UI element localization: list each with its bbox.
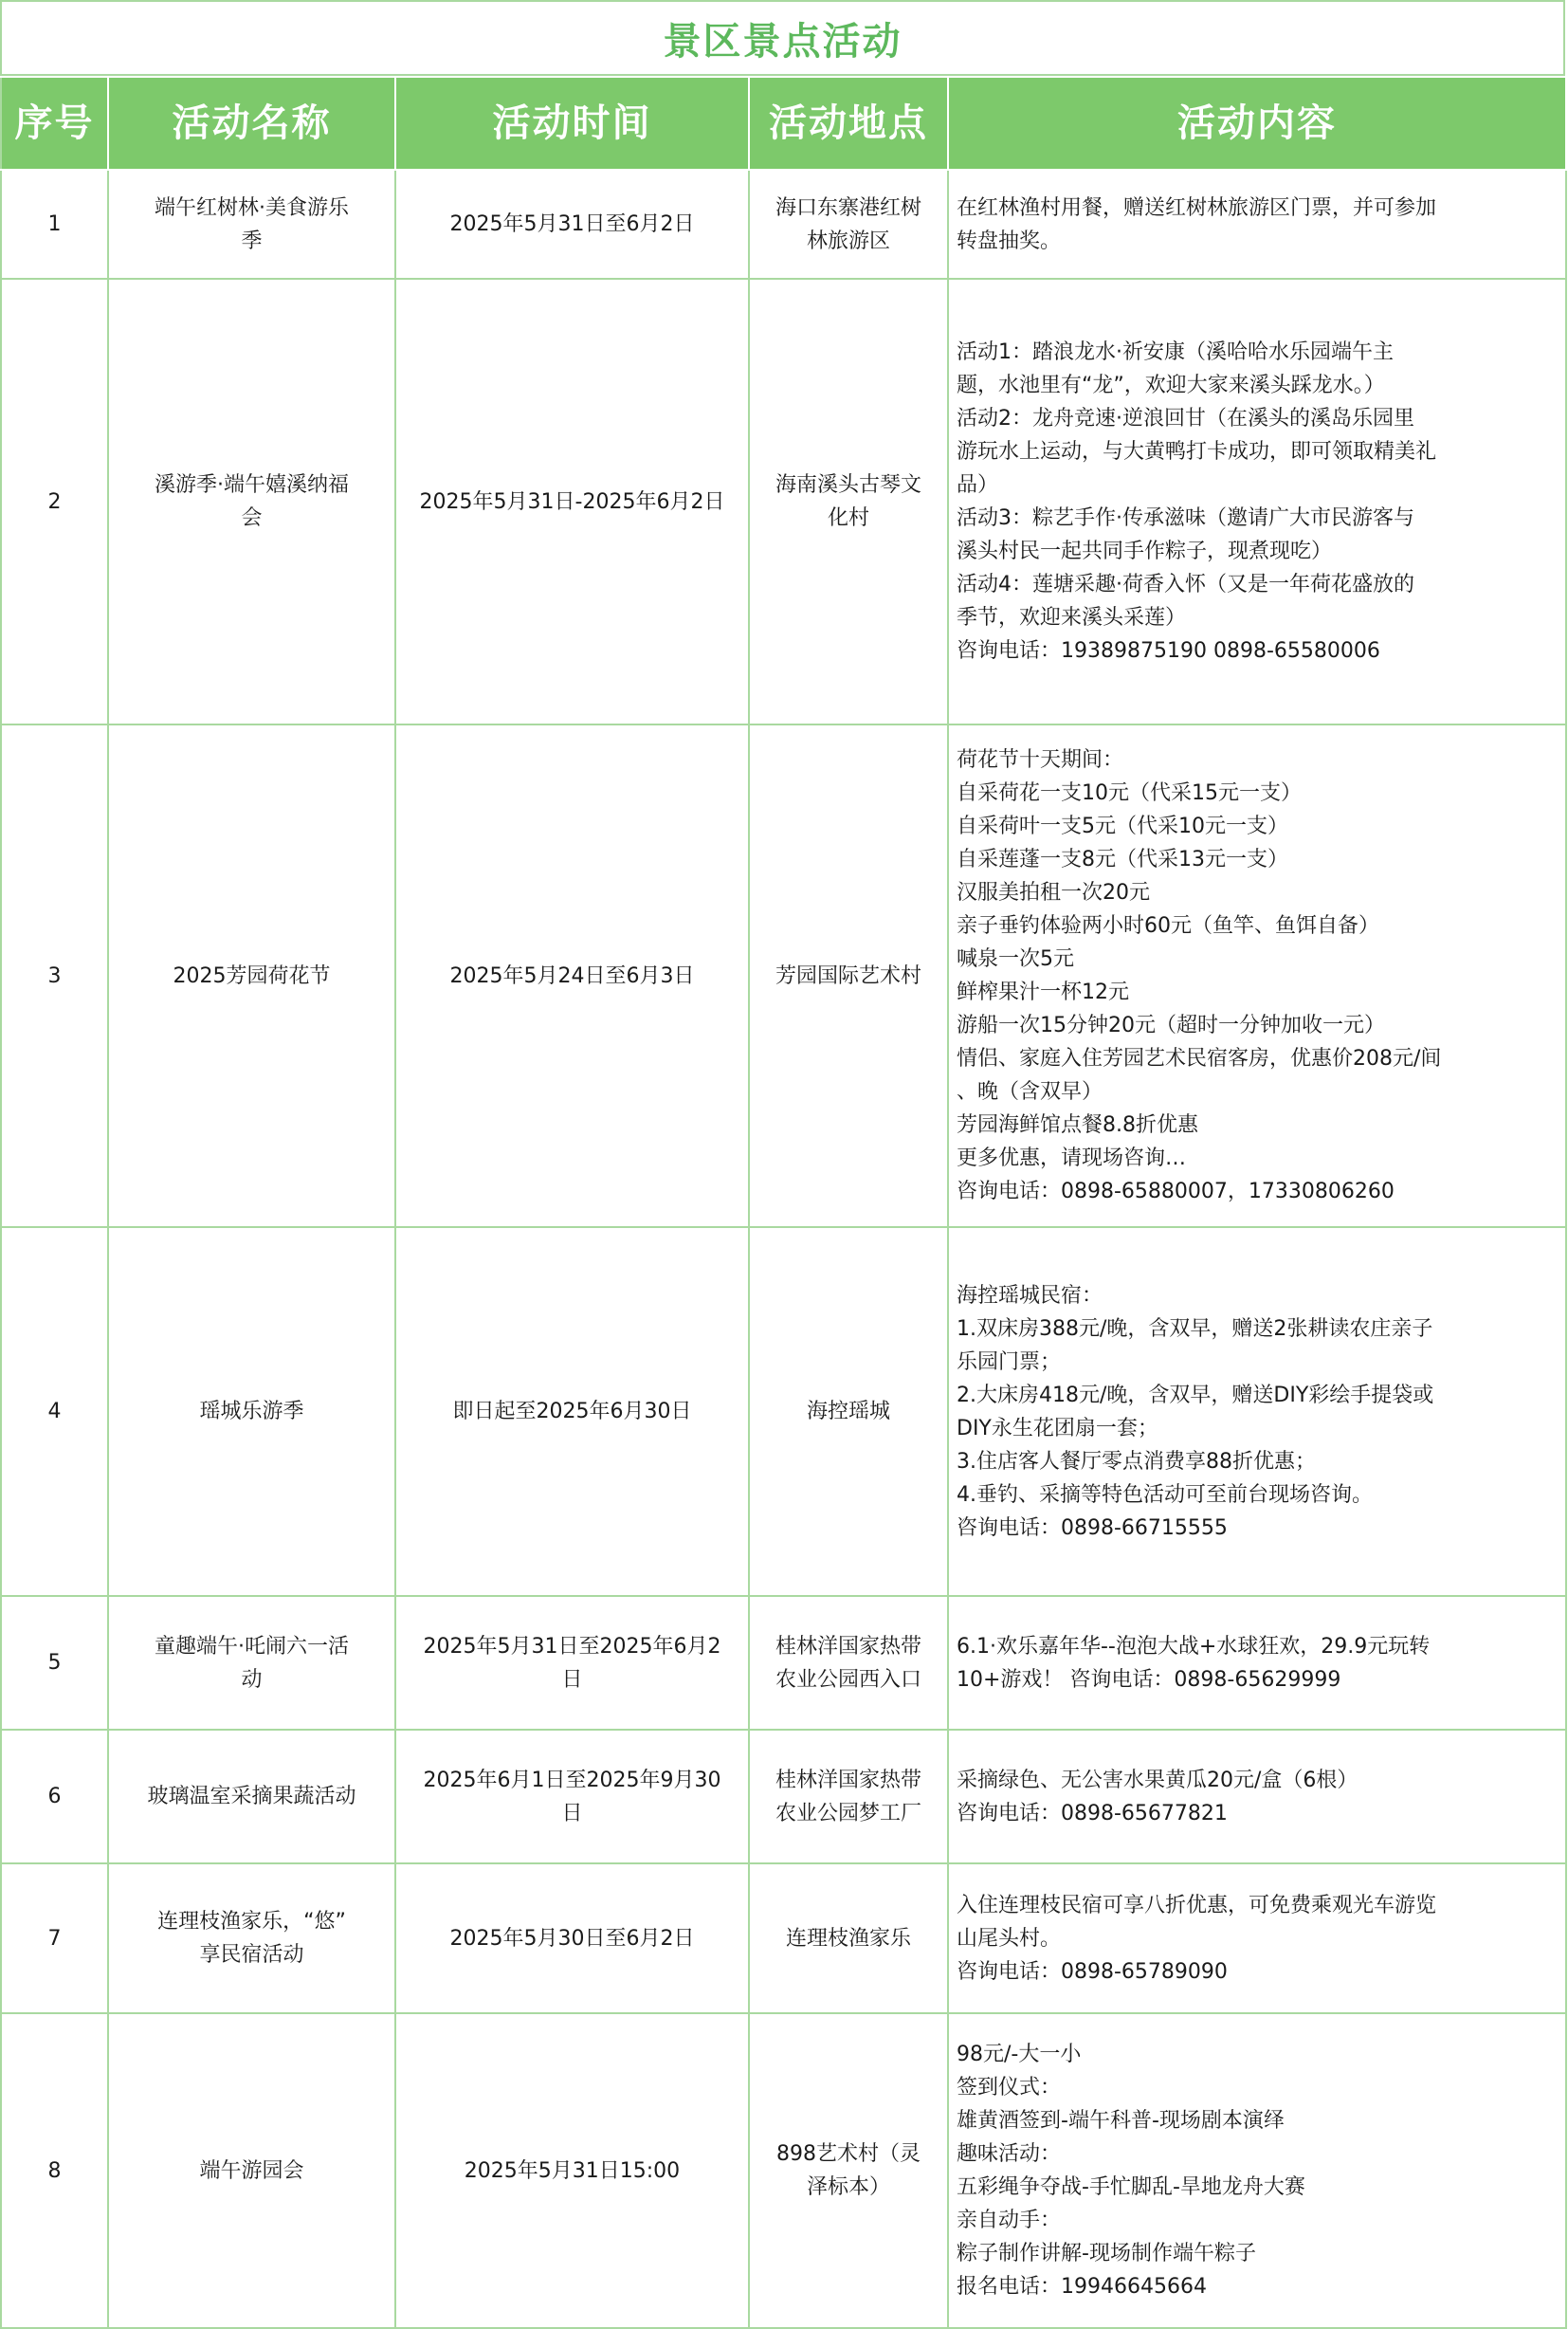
- activity-table: [0, 76, 1567, 2329]
- header-name: 活动名称: [108, 77, 395, 170]
- table-row: [1, 279, 1566, 724]
- cell-time: 2025年5月31日至6月2日: [395, 170, 749, 279]
- table-row: [1, 1596, 1566, 1730]
- header-time: 活动时间: [395, 77, 749, 170]
- table-row: [1, 1730, 1566, 1863]
- cell-place: 海南溪头古琴文 化村: [749, 279, 948, 724]
- sheet-title: 景区景点活动: [663, 19, 903, 64]
- cell-content: 入住连理枝民宿可享八折优惠，可免费乘观光车游览 山尾头村。 咨询电话：0898-65789090: [948, 1863, 1566, 2013]
- cell-no: 5: [1, 1596, 108, 1730]
- cell-place: 芳园国际艺术村: [749, 724, 948, 1227]
- cell-content: 海控瑶城民宿： 1.双床房388元/晚，含双早，赠送2张耕读农庄亲子 乐园门票； 2.大床房418元/晚，含双早，赠送DIY彩绘手提袋或 DIY永生花团扇一套； 3.住店客人餐厅零点消费享88折优惠； 4.垂钓、采摘等特色活动可至前台现场咨询。 咨询电话：0898-66715555: [948, 1227, 1566, 1596]
- cell-no: 8: [1, 2013, 108, 2328]
- cell-content: 98元/-大一小 签到仪式： 雄黄酒签到-端午科普-现场剧本演绎 趣味活动： 五彩绳争夺战-手忙脚乱-旱地龙舟大赛 亲自动手： 粽子制作讲解-现场制作端午粽子 报名电话：19946645664: [948, 2013, 1566, 2328]
- cell-no: 1: [1, 170, 108, 279]
- table-row: [1, 724, 1566, 1227]
- cell-place: 桂林洋国家热带 农业公园西入口: [749, 1596, 948, 1730]
- cell-name: 童趣端午·吒闹六一活 动: [108, 1596, 395, 1730]
- cell-no: 2: [1, 279, 108, 724]
- table-row: [1, 2013, 1566, 2328]
- cell-time: 2025年5月31日至2025年6月2 日: [395, 1596, 749, 1730]
- cell-place: 连理枝渔家乐: [749, 1863, 948, 2013]
- cell-name: 端午红树林·美食游乐 季: [108, 170, 395, 279]
- cell-time: 2025年5月30日至6月2日: [395, 1863, 749, 2013]
- cell-time: 2025年5月31日-2025年6月2日: [395, 279, 749, 724]
- cell-content: 荷花节十天期间： 自采荷花一支10元（代采15元一支） 自采荷叶一支5元（代采10元一支） 自采莲蓬一支8元（代采13元一支） 汉服美拍租一次20元 亲子垂钓体验两小时60元（鱼竿、鱼饵自备） 喊泉一次5元 鲜榨果汁一杯12元 游船一次15分钟20元（超时一分钟加收一元） 情侣、家庭入住芳园艺术民宿客房，优惠价208元/间 、晚（含双早） 芳园海鲜馆点餐8.8折优惠 更多优惠，请现场咨询… 咨询电话：0898-65880007，17330806260: [948, 724, 1566, 1227]
- cell-no: 3: [1, 724, 108, 1227]
- cell-time: 2025年6月1日至2025年9月30 日: [395, 1730, 749, 1863]
- cell-place: 898艺术村（灵 泽标本）: [749, 2013, 948, 2328]
- cell-name: 溪游季·端午嬉溪纳福 会: [108, 279, 395, 724]
- cell-content: 6.1·欢乐嘉年华--泡泡大战+水球狂欢，29.9元玩转 10+游戏！ 咨询电话：0898-65629999: [948, 1596, 1566, 1730]
- cell-time: 即日起至2025年6月30日: [395, 1227, 749, 1596]
- cell-name: 端午游园会: [108, 2013, 395, 2328]
- cell-no: 6: [1, 1730, 108, 1863]
- cell-content: 在红林渔村用餐，赠送红树林旅游区门票，并可参加 转盘抽奖。: [948, 170, 1566, 279]
- sheet-title-row: [0, 0, 1565, 76]
- cell-time: 2025年5月24日至6月3日: [395, 724, 749, 1227]
- cell-no: 7: [1, 1863, 108, 2013]
- cell-time: 2025年5月31日15:00: [395, 2013, 749, 2328]
- cell-content: 活动1：踏浪龙水·祈安康（溪哈哈水乐园端午主 题，水池里有“龙”，欢迎大家来溪头踩龙水。） 活动2：龙舟竞速·逆浪回甘（在溪头的溪岛乐园里 游玩水上运动，与大黄鸭打卡成功，即可领取精美礼 品） 活动3：粽艺手作·传承滋味（邀请广大市民游客与 溪头村民一起共同手作粽子，现煮现吃） 活动4：莲塘采趣·荷香入怀（又是一年荷花盛放的 季节，欢迎来溪头采莲） 咨询电话：19389875190 0898-65580006: [948, 279, 1566, 724]
- table-row: [1, 1227, 1566, 1596]
- cell-name: 瑶城乐游季: [108, 1227, 395, 1596]
- cell-place: 桂林洋国家热带 农业公园梦工厂: [749, 1730, 948, 1863]
- header-place: 活动地点: [749, 77, 948, 170]
- table-header-row: [1, 77, 1566, 170]
- header-content: 活动内容: [948, 77, 1566, 170]
- cell-place: 海控瑶城: [749, 1227, 948, 1596]
- cell-place: 海口东寨港红树 林旅游区: [749, 170, 948, 279]
- cell-name: 玻璃温室采摘果蔬活动: [108, 1730, 395, 1863]
- cell-name: 连理枝渔家乐，“悠” 享民宿活动: [108, 1863, 395, 2013]
- cell-no: 4: [1, 1227, 108, 1596]
- header-no: 序号: [1, 77, 108, 170]
- table-row: [1, 170, 1566, 279]
- table-row: [1, 1863, 1566, 2013]
- cell-content: 采摘绿色、无公害水果黄瓜20元/盒（6根） 咨询电话：0898-65677821: [948, 1730, 1566, 1863]
- cell-name: 2025芳园荷花节: [108, 724, 395, 1227]
